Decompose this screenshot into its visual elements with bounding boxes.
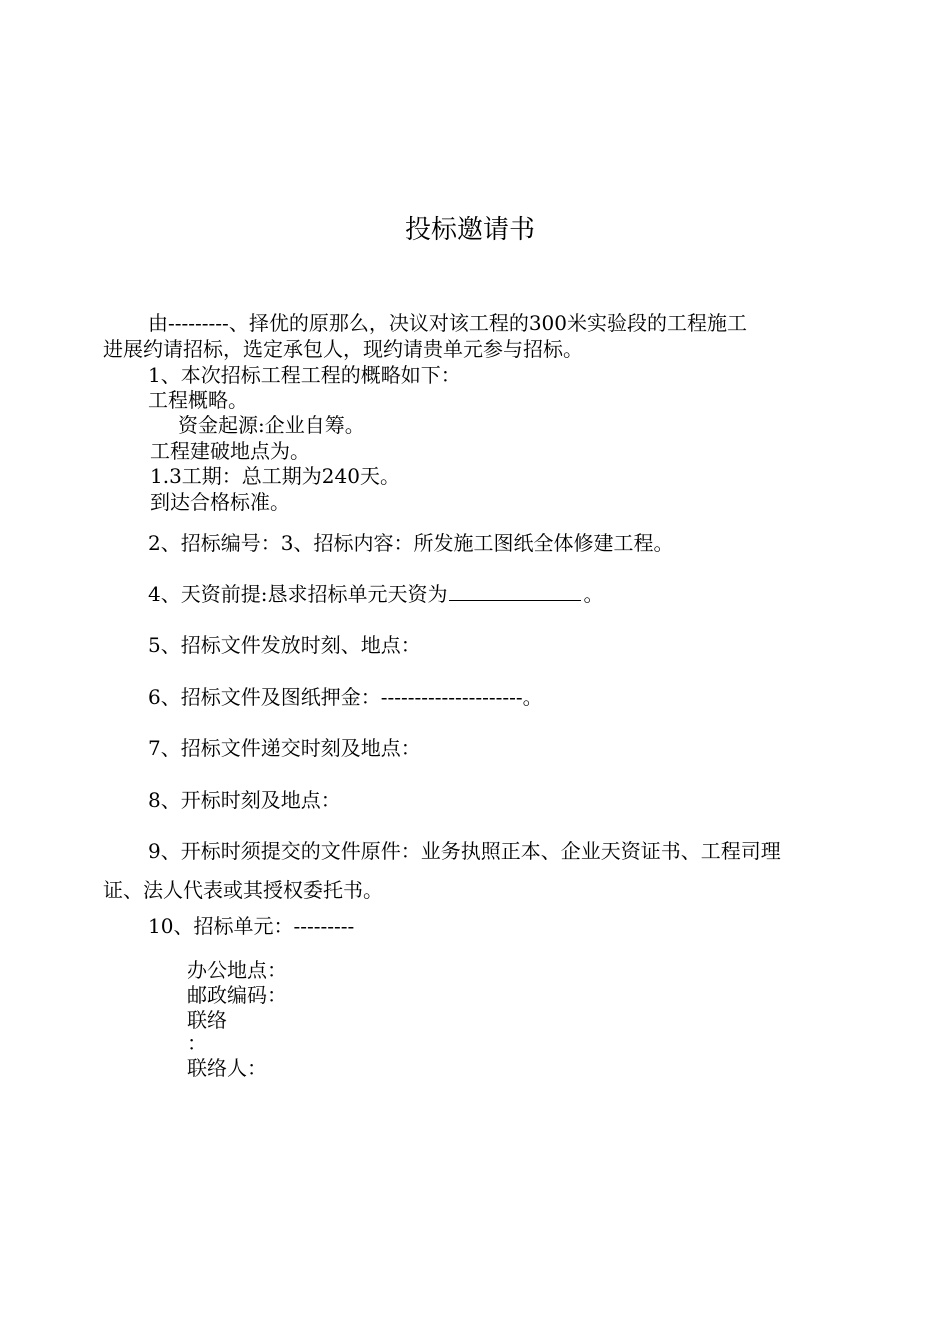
- item1-period: 1.3工期：总工期为240天。: [150, 464, 400, 488]
- item9-line-1: 9、开标时须提交的文件原件：业务执照正本、企业天资证书、工程司理: [148, 839, 781, 863]
- item1-funding: 资金起源:企业自筹。: [178, 413, 365, 437]
- contact-phone-label: 联络: [187, 1008, 227, 1032]
- contact-postcode: 邮政编码：: [187, 983, 287, 1007]
- intro-line-1: 由---------、择优的原那么，决议对该工程的300米实验段的工程施工: [148, 311, 747, 335]
- item4-suffix: 。: [583, 582, 604, 606]
- page-title: 投标邀请书: [405, 215, 536, 245]
- intro-line-2: 进展约请招标，选定承包人，现约请贵单元参与招标。: [103, 337, 583, 361]
- contact-office: 办公地点：: [187, 958, 287, 982]
- item1-location: 工程建破地点为。: [150, 439, 310, 463]
- item1-heading: 1、本次招标工程工程的概略如下：: [148, 363, 461, 387]
- item6: 6、招标文件及图纸押金：---------------------。: [148, 685, 543, 709]
- item8: 8、开标时刻及地点：: [148, 788, 341, 812]
- contact-phone-colon: ：: [187, 1031, 207, 1055]
- item4-text: 4、天资前提:恳求招标单元天资为: [148, 582, 448, 606]
- item2-3: 2、招标编号：3、招标内容：所发施工图纸全体修建工程。: [148, 531, 674, 555]
- blank-underline: [449, 586, 581, 601]
- item9-line-2: 证、法人代表或其授权委托书。: [103, 878, 383, 902]
- item1-standard: 到达合格标准。: [150, 490, 290, 514]
- item10: 10、招标单元：---------: [148, 914, 355, 938]
- item4: [148, 582, 603, 606]
- contact-person: 联络人：: [187, 1056, 267, 1080]
- item1-overview: 工程概略。: [148, 388, 248, 412]
- item5: 5、招标文件发放时刻、地点：: [148, 633, 421, 657]
- item7: 7、招标文件递交时刻及地点：: [148, 736, 421, 760]
